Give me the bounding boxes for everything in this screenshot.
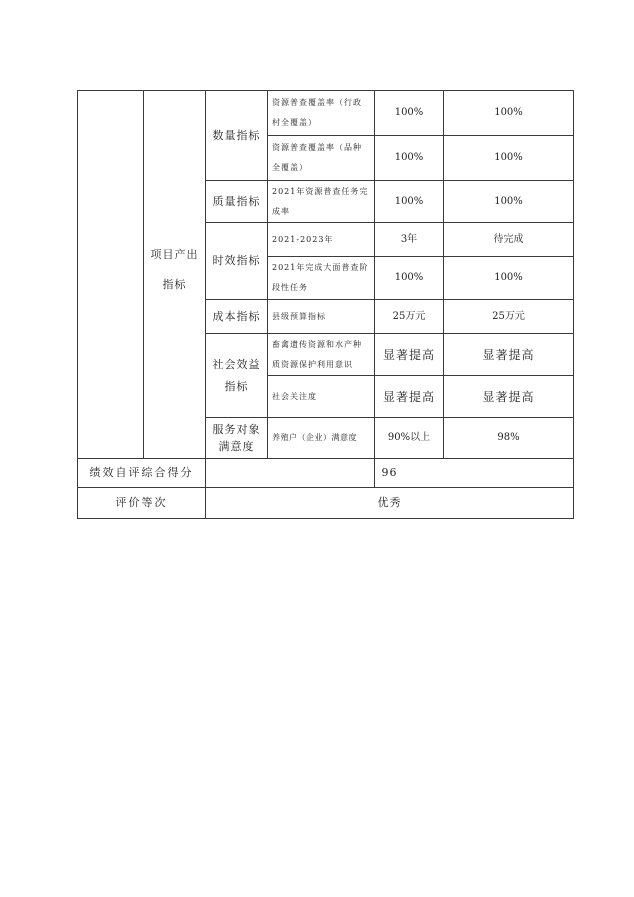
- actual-cell: 显著提高: [482, 389, 535, 404]
- actual-cell: 待完成: [493, 233, 524, 245]
- indicator-cell: 畜禽遗传资源和水产种 质资源保护利用意识: [272, 339, 362, 369]
- indicator-cell: 社会关注度: [272, 391, 317, 401]
- category-social: 社会效益 指标: [212, 357, 261, 393]
- target-cell: 90%以上: [387, 432, 431, 443]
- target-cell: 100%: [394, 152, 424, 163]
- target-cell: 25万元: [392, 310, 426, 322]
- indicator-cell: 资源普查覆盖率（品种 全覆盖）: [272, 143, 362, 172]
- actual-cell: 100%: [494, 152, 523, 163]
- indicator-cell: 县级预算指标: [272, 311, 326, 321]
- actual-cell: 100%: [494, 272, 523, 283]
- target-cell: 100%: [394, 107, 424, 118]
- indicator-cell: 2021年完成大面普查阶 段性任务: [272, 263, 369, 292]
- column-divider: [77, 90, 78, 518]
- grade-value: 优秀: [377, 496, 402, 509]
- target-cell: 100%: [394, 195, 424, 207]
- target-cell: 100%: [394, 272, 424, 283]
- target-cell: 显著提高: [382, 389, 435, 404]
- category-quantity: 数量指标: [212, 128, 261, 142]
- indicator-cell: 资源普查覆盖率（行政 村全覆盖）: [272, 98, 362, 127]
- category-timeliness: 时效指标: [212, 254, 261, 267]
- actual-cell: 25万元: [492, 310, 525, 322]
- indicator-cell: 养殖户（企业）满意度: [272, 433, 357, 442]
- category-quality: 质量指标: [212, 194, 261, 208]
- grade-label: 评价等次: [115, 496, 168, 509]
- category-satisfaction: 服务对象 满意度: [212, 423, 261, 453]
- score-label: 绩效自评综合得分: [89, 466, 194, 479]
- actual-cell: 100%: [494, 107, 523, 118]
- column-divider: [573, 90, 574, 518]
- actual-cell: 98%: [497, 432, 520, 443]
- indicator-cell: 2021-2023年: [272, 234, 334, 244]
- actual-cell: 100%: [494, 195, 523, 207]
- actual-cell: 显著提高: [482, 347, 535, 362]
- row-divider: [77, 518, 574, 519]
- target-cell: 3年: [400, 233, 418, 245]
- category-cost: 成本指标: [212, 309, 261, 323]
- indicator-cell: 2021年资源普查任务完 成率: [272, 186, 369, 216]
- score-value: 96: [381, 466, 398, 479]
- target-cell: 显著提高: [382, 347, 435, 362]
- level1-indicator-cell: 项目产出 指标: [150, 248, 199, 291]
